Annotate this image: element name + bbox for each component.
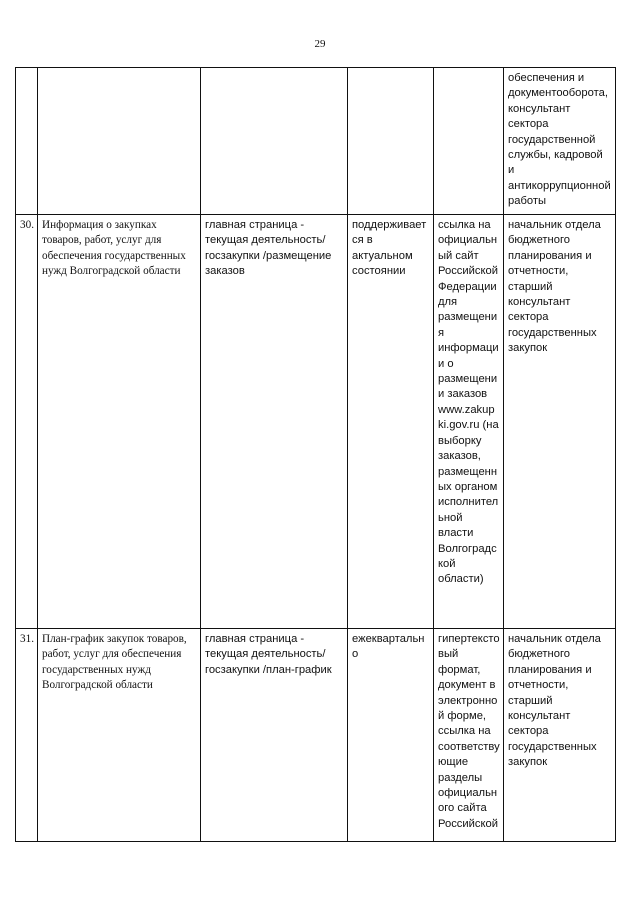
frequency-cell: поддерживается в актуальном состоянии xyxy=(348,215,434,629)
row-number xyxy=(16,68,38,215)
responsible-cell: обеспечения и документооборота, консультант сектора государственной службы, кадровой и антикоррупционной работы xyxy=(504,68,616,215)
placement-cell: главная страница - текущая деятельность/госзакупки /план-график xyxy=(201,629,348,842)
info-name-cell: Информация о закупках товаров, работ, услуг для обеспечения государственных нужд Волгоградской области xyxy=(38,215,201,629)
responsible-cell: начальник отдела бюджетного планирования и отчетности, старший консультант сектора государственных закупок xyxy=(504,629,616,842)
placement-cell xyxy=(201,68,348,215)
frequency-cell xyxy=(348,68,434,215)
page-number: 29 xyxy=(314,38,326,50)
row-number: 30. xyxy=(16,215,38,629)
info-name-cell xyxy=(38,68,201,215)
info-name-cell: План-график закупок товаров, работ, услуг для обеспечения государственных нужд Волгоградской области xyxy=(38,629,201,842)
responsible-cell: начальник отдела бюджетного планирования и отчетности, старший консультант сектора государственных закупок xyxy=(504,215,616,629)
table-row xyxy=(16,629,616,842)
frequency-cell: ежеквартально xyxy=(348,629,434,842)
row-number: 31. xyxy=(16,629,38,842)
format-cell xyxy=(434,68,504,215)
format-cell: ссылка на официальный сайт Российской Федерации для размещения информации о размещении заказов www.zakupki.gov.ru (на выборку заказов, размещенных органом исполнительной власти Волгоградской области) xyxy=(434,215,504,629)
table-row xyxy=(16,68,616,215)
information-table xyxy=(15,67,616,842)
placement-cell: главная страница - текущая деятельность/госзакупки /размещение заказов xyxy=(201,215,348,629)
format-cell: гипертекстовый формат, документ в электронной форме, ссылка на соответствующие разделы официального сайта Российской xyxy=(434,629,504,842)
table-row xyxy=(16,215,616,629)
